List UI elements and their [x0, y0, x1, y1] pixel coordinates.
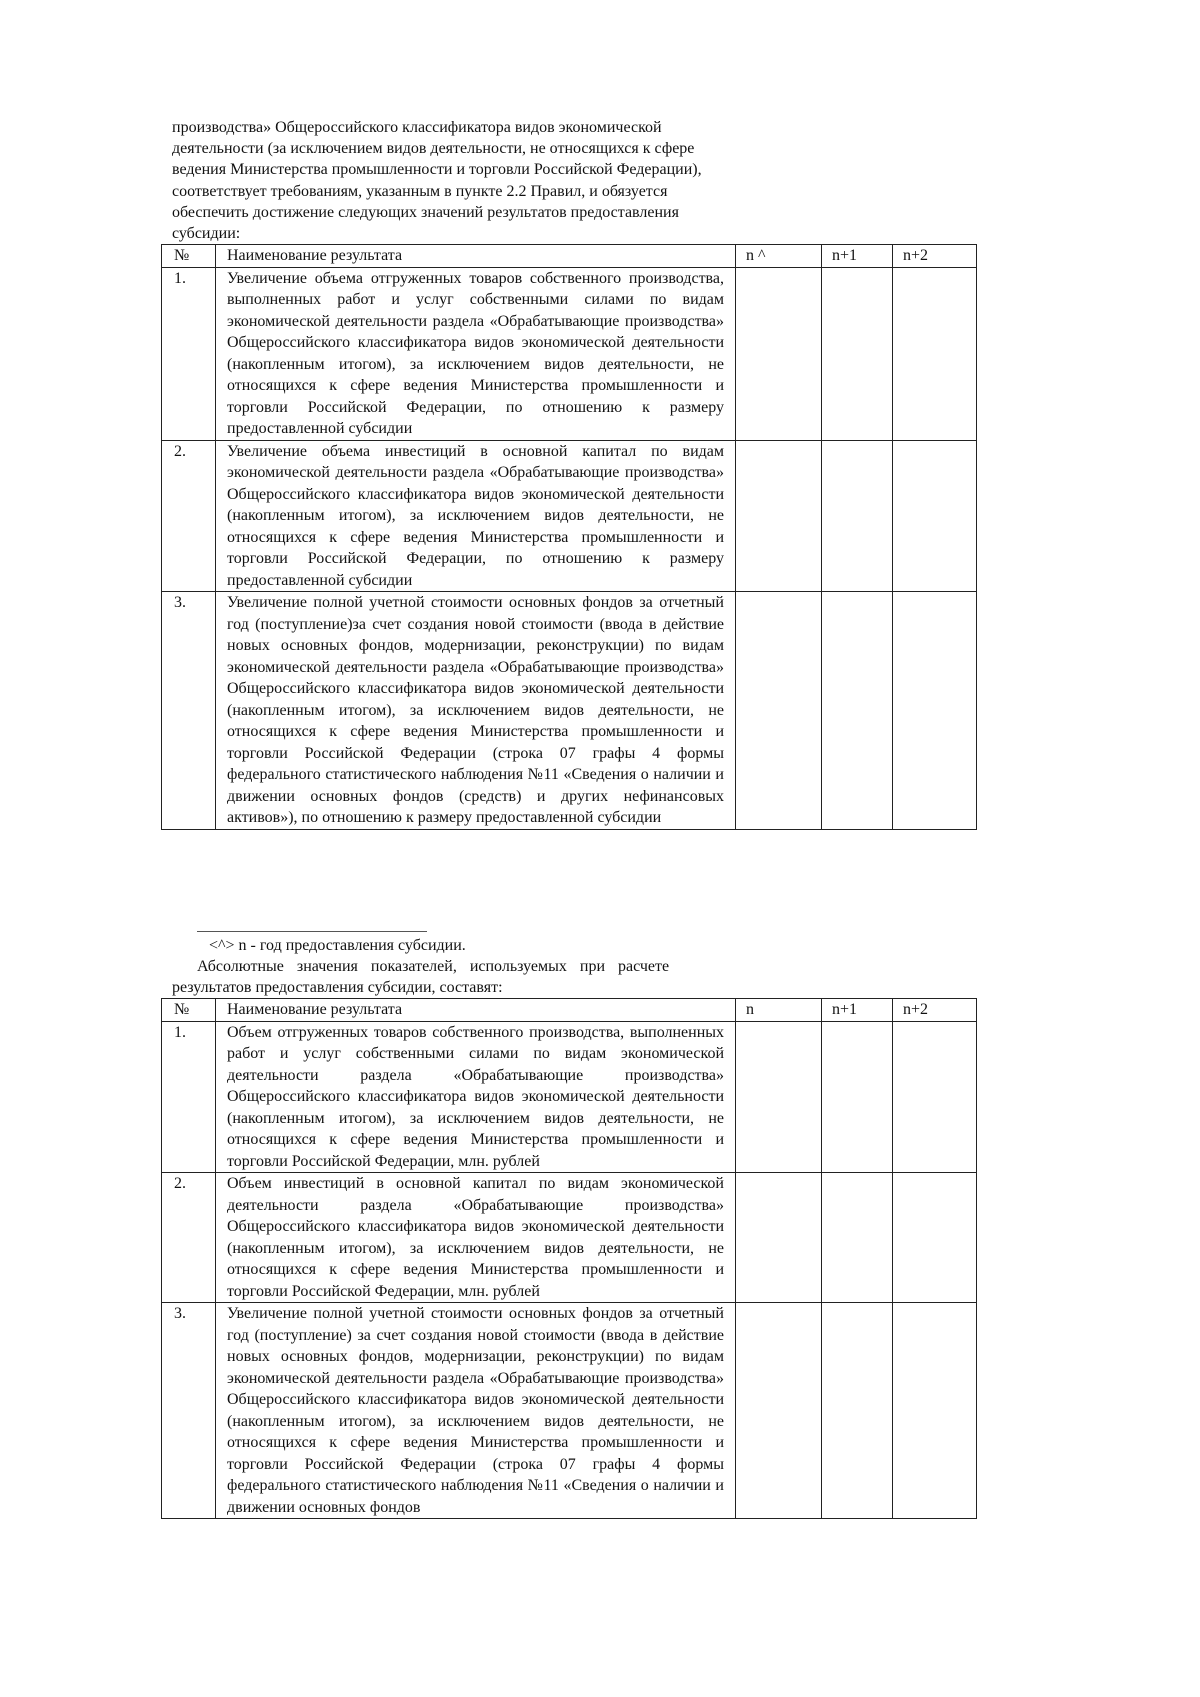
- intro-line: деятельности (за исключением видов деятельности, не относящихся к сфере: [172, 140, 695, 158]
- row-result-name: Увеличение объема инвестиций в основной капитал по видам экономической деятельности раздела «Обрабатывающие производства» Общероссийского классификатора видов экономической деятельности (накопленным итогом), за исключением видов деятельности, не относящихся к сфере ведения Министерства промышленности и торговли Российской Федерации, по отношению к размеру предоставленной субсидии: [216, 440, 736, 592]
- paragraph-line: Абсолютные значения показателей, используемых при расчете: [197, 958, 670, 975]
- value-cell-n2: [893, 1303, 977, 1519]
- paragraph-line: результатов предоставления субсидии, составят:: [172, 979, 503, 996]
- value-cell-n: [736, 1021, 822, 1173]
- row-number: 1.: [162, 267, 216, 440]
- footnote-text: <^> n - год предоставления субсидии.: [209, 937, 466, 954]
- row-result-name: Увеличение объема отгруженных товаров собственного производства, выполненных работ и услуг собственными силами по видам экономической деятельности раздела «Обрабатывающие производства» Общероссийского классификатора видов экономической деятельности (накопленным итогом), за исключением видов деятельности, не относящихся к сфере ведения Министерства промышленности и торговли Российской Федерации, по отношению к размеру предоставленной субсидии: [216, 267, 736, 440]
- intro-line: производства» Общероссийского классификатора видов экономической: [172, 119, 662, 136]
- row-number: 3.: [162, 1303, 216, 1519]
- value-cell-n2: [893, 1173, 977, 1303]
- header-year-n: n: [736, 999, 822, 1022]
- table-row: [162, 1173, 977, 1303]
- row-result-name: Увеличение полной учетной стоимости основных фондов за отчетный год (поступление) за счет создания новой стоимости (ввода в действие новых основных фондов, модернизации, реконструкции) по видам экономической деятельности раздела «Обрабатывающие производства» Общероссийского классификатора видов экономической деятельности (накопленным итогом), за исключением видов деятельности, не относящихся к сфере ведения Министерства промышленности и торговли Российской Федерации (строка 07 графы 4 формы федерального статистического наблюдения №11 «Сведения о наличии и движении основных фондов: [216, 1303, 736, 1519]
- value-cell-n: [736, 1303, 822, 1519]
- header-result-name: Наименование результата: [216, 999, 736, 1022]
- absolute-values-table: [161, 998, 977, 1519]
- table-row: [162, 1303, 977, 1519]
- row-number: 2.: [162, 440, 216, 592]
- intro-line: субсидии:: [172, 225, 241, 243]
- row-number: 2.: [162, 1173, 216, 1303]
- intro-line: обеспечить достижение следующих значений результатов предоставления: [172, 203, 679, 221]
- intro-line: соответствует требованиям, указанным в пункте 2.2 Правил, и обязуется: [172, 182, 668, 200]
- table-row: [162, 1021, 977, 1173]
- row-result-name: Объем инвестиций в основной капитал по видам экономической деятельности раздела «Обрабатывающие производства» Общероссийского классификатора видов экономической деятельности (накопленным итогом), за исключением видов деятельности, не относящихся к сфере ведения Министерства промышленности и торговли Российской Федерации, млн. рублей: [216, 1173, 736, 1303]
- header-number: №: [162, 245, 216, 268]
- header-number: №: [162, 999, 216, 1022]
- header-result-name: Наименование результата: [216, 245, 736, 268]
- value-cell-n1: [822, 1303, 893, 1519]
- row-number: 1.: [162, 1021, 216, 1173]
- value-cell-n1: [822, 1021, 893, 1173]
- table-header-row: [162, 999, 977, 1022]
- header-year-n2: n+2: [893, 999, 977, 1022]
- intro-line: ведения Министерства промышленности и торговли Российской Федерации),: [172, 161, 702, 179]
- row-number: 3.: [162, 592, 216, 830]
- row-result-name: Объем отгруженных товаров собственного производства, выполненных работ и услуг собственными силами по видам экономической деятельности раздела «Обрабатывающие производства» Общероссийского классификатора видов экономической деятельности (накопленным итогом), за исключением видов деятельности, не относящихся к сфере ведения Министерства промышленности и торговли Российской Федерации, млн. рублей: [216, 1021, 736, 1173]
- header-year-n: n ^: [736, 245, 822, 268]
- value-cell-n1: [822, 1173, 893, 1303]
- header-year-n2: n+2: [893, 245, 977, 268]
- header-year-n1: n+1: [822, 999, 893, 1022]
- header-year-n1: n+1: [822, 245, 893, 268]
- value-cell-n2: [893, 1021, 977, 1173]
- value-cell-n: [736, 1173, 822, 1303]
- row-result-name: Увеличение полной учетной стоимости основных фондов за отчетный год (поступление)за счет создания новой стоимости (ввода в действие новых основных фондов, модернизации, реконструкции) по видам экономической деятельности раздела «Обрабатывающие производства» Общероссийского классификатора видов экономической деятельности (накопленным итогом), за исключением видов деятельности, не относящихся к сфере ведения Министерства промышленности и торговли Российской Федерации (строка 07 графы 4 формы федерального статистического наблюдения №11 «Сведения о наличии и движении основных фондов (средств) и других нефинансовых активов»), по отношению к размеру предоставленной субсидии: [216, 592, 736, 830]
